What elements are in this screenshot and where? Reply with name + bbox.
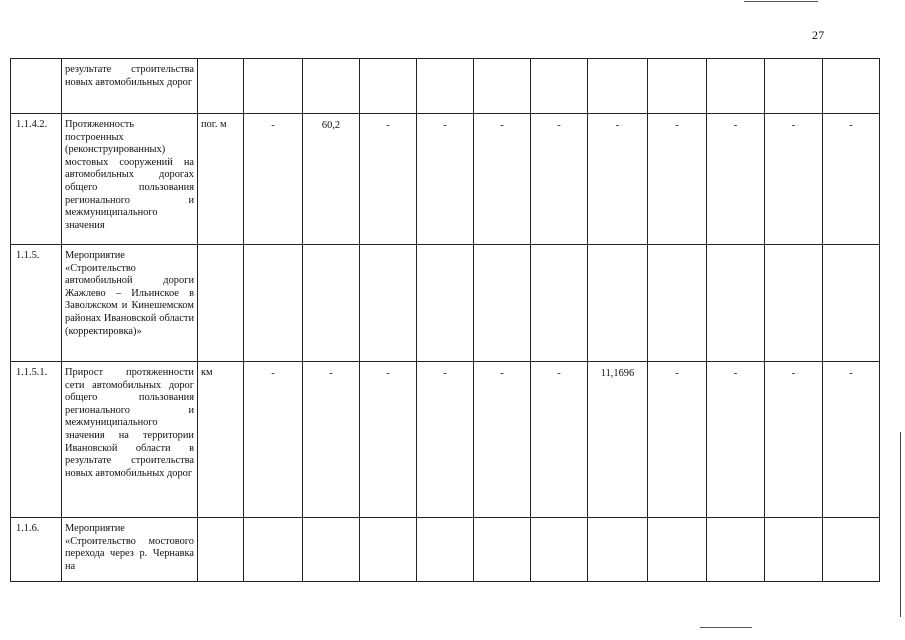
table-row (11, 59, 880, 114)
value-cell (765, 59, 823, 114)
table-row (11, 245, 880, 362)
value-cell (531, 59, 588, 114)
value-cell: - (588, 114, 648, 245)
value-cell: - (244, 362, 303, 518)
row-name: результате строительства новых автомобильных дорог (62, 59, 198, 114)
value-cell (765, 245, 823, 362)
value-cell (417, 245, 474, 362)
value-cell (707, 518, 765, 582)
value-cell (707, 59, 765, 114)
value-cell (360, 518, 417, 582)
value-cell: - (474, 362, 531, 518)
scan-mark-top (744, 1, 818, 2)
value-cell (417, 59, 474, 114)
value-cell (588, 518, 648, 582)
value-cell (360, 245, 417, 362)
value-cell: - (417, 114, 474, 245)
value-cell (531, 518, 588, 582)
value-cell (823, 518, 880, 582)
value-cell (360, 59, 417, 114)
value-cell: 60,2 (303, 114, 360, 245)
value-cell (417, 518, 474, 582)
row-number: 1.1.4.2. (11, 114, 62, 245)
scan-mark-bottom (700, 627, 752, 628)
value-cell: - (360, 362, 417, 518)
row-name: Прирост протяженности сети автомобильных дорог общего пользования регионального и межмуниципального значения на территории Ивановской области в результате строительства новых автомобильных дорог (62, 362, 198, 518)
value-cell: - (648, 362, 707, 518)
row-number: 1.1.5. (11, 245, 62, 362)
value-cell (303, 518, 360, 582)
value-cell (244, 245, 303, 362)
value-cell: - (474, 114, 531, 245)
indicator-table (10, 58, 880, 582)
row-unit (198, 59, 244, 114)
value-cell (303, 59, 360, 114)
scan-mark-right (900, 432, 901, 617)
row-unit (198, 245, 244, 362)
value-cell (823, 245, 880, 362)
row-number: 1.1.6. (11, 518, 62, 582)
value-cell (648, 518, 707, 582)
value-cell: - (823, 114, 880, 245)
row-name: Мероприятие «Строительство мостового перехода через р. Чернавка на (62, 518, 198, 582)
value-cell: - (531, 362, 588, 518)
row-unit (198, 518, 244, 582)
value-cell (474, 59, 531, 114)
value-cell (707, 245, 765, 362)
value-cell: - (417, 362, 474, 518)
value-cell: - (531, 114, 588, 245)
value-cell: - (765, 362, 823, 518)
value-cell: - (765, 114, 823, 245)
value-cell (474, 245, 531, 362)
value-cell (648, 59, 707, 114)
row-unit: пог. м (198, 114, 244, 245)
value-cell: 11,1696 (588, 362, 648, 518)
value-cell: - (823, 362, 880, 518)
value-cell: - (244, 114, 303, 245)
value-cell (648, 245, 707, 362)
table-row (11, 518, 880, 582)
value-cell (303, 245, 360, 362)
value-cell (823, 59, 880, 114)
value-cell (531, 245, 588, 362)
value-cell: - (648, 114, 707, 245)
value-cell: - (303, 362, 360, 518)
row-unit: км (198, 362, 244, 518)
value-cell: - (707, 114, 765, 245)
row-number: 1.1.5.1. (11, 362, 62, 518)
value-cell (588, 59, 648, 114)
row-name: Протяженность построенных (реконструированных) мостовых сооружений на автомобильных дорогах общего пользования регионального и межмуниципального значения (62, 114, 198, 245)
value-cell (474, 518, 531, 582)
row-number (11, 59, 62, 114)
table-row (11, 114, 880, 245)
value-cell (244, 518, 303, 582)
value-cell: - (707, 362, 765, 518)
value-cell (765, 518, 823, 582)
value-cell: - (360, 114, 417, 245)
table-row (11, 362, 880, 518)
page-number: 27 (812, 28, 825, 42)
value-cell (588, 245, 648, 362)
row-name: Мероприятие «Строительство автомобильной дороги Жажлево – Ильинское в Заволжском и Кинешемском районах Ивановской области (корректировка)» (62, 245, 198, 362)
value-cell (244, 59, 303, 114)
